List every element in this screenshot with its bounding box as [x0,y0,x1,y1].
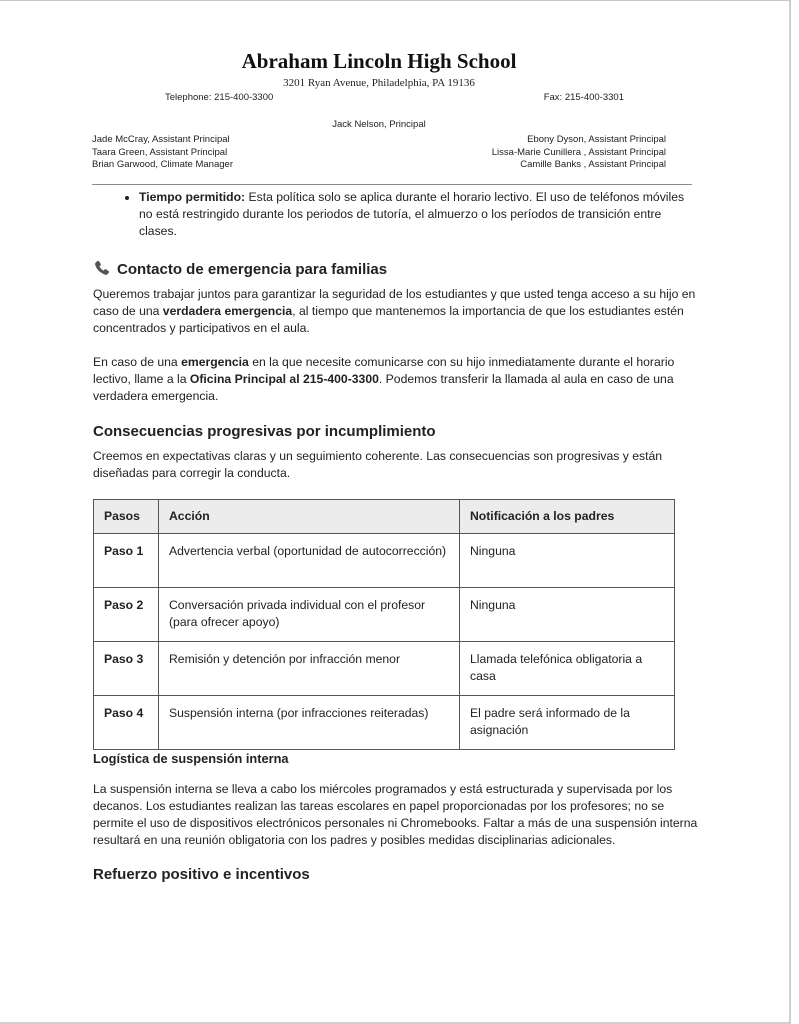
letterhead-divider [92,184,692,185]
step-cell: Paso 3 [94,642,159,696]
school-address: 3201 Ryan Avenue, Philadelphia, PA 19136 [283,77,475,89]
emergency-heading [93,260,698,280]
notification-cell: El padre será informado de la asignación [460,696,675,750]
bullet-label: Tiempo permitido: [139,190,246,204]
bold-run: emergencia [181,355,249,369]
consequences-intro: Creemos en expectativas claras y un seguimiento coherente. Las consecuencias son progresivas y están diseñadas para corregir la conducta. [93,449,663,480]
consequences-table [93,499,675,750]
school-name: Abraham Lincoln High School [241,49,517,73]
table-header-row [94,500,675,534]
text-run: . Podemos transferir la llamada al aula en caso de una verdadera emergencia. [93,372,674,403]
table-row [94,696,675,750]
suspension-paragraph: La suspensión interna se lleva a cabo los miércoles programados y está estructurada y supervisada por los decanos. Los estudiantes realizan las tareas escolares en papel proporcionadas por los profesores; no se permite el uso de dispositivos electrónicos personales ni Chromebooks. Faltar a más de una suspensión interna resultará en una reunión obligatoria con los padres y posibles medidas disciplinarias adicionales. [93,781,698,847]
table-row [94,588,675,642]
consequences-heading: Consecuencias progresivas por incumplimiento [93,423,436,440]
policy-bullets [93,189,698,240]
text-run: Queremos trabajar juntos para garantizar la seguridad de los estudiantes y que usted tenga acceso a su hijo en caso de una [93,287,696,318]
suspension-heading: Logística de suspensión interna [93,751,289,766]
step-cell: Paso 1 [94,534,159,588]
text-run: En caso de una [93,355,182,369]
table-row [94,642,675,696]
staff-member: Brian Garwood, Climate Manager [92,159,233,170]
fax: Fax: 215-400-3301 [543,92,624,103]
bullet-item [139,189,698,240]
notification-cell: Llamada telefónica obligatoria a casa [460,642,675,696]
bold-run: Oficina Principal al 215-400-3300 [189,372,379,386]
staff-right-column [492,134,666,172]
staff-left-column [92,134,233,172]
letterhead [92,47,666,172]
bullet-text: Esta política solo se aplica durante el horario lectivo. El uso de teléfonos móviles no está restringido durante los periodos de tutoría, el almuerzo o los períodos de transición entre clases. [139,190,685,238]
staff-list [92,134,666,172]
principal: Jack Nelson, Principal [332,119,426,130]
notification-cell: Ninguna [460,588,675,642]
step-cell: Paso 4 [94,696,159,750]
emergency-paragraph-1 [93,286,698,337]
telephone: Telephone: 215-400-3300 [165,92,274,103]
header-accion: Acción [159,500,460,534]
action-cell: Remisión y detención por infracción menor [159,642,460,696]
text-run: , al tiempo que mantenemos la importancia de que los estudiantes estén concentrados y participativos en el aula. [93,304,684,335]
staff-member: Lissa-Marie Cunillera , Assistant Principal [491,146,666,158]
action-cell: Suspensión interna (por infracciones reiteradas) [159,696,460,750]
header-pasos: Pasos [94,500,159,534]
phone-icon [93,260,113,276]
staff-member: Camille Banks , Assistant Principal [520,159,666,170]
header-notificacion: Notificación a los padres [460,500,675,534]
action-cell: Conversación privada individual con el profesor (para ofrecer apoyo) [159,588,460,642]
text-run: en la que necesite comunicarse con su hijo inmediatamente durante el horario lectivo, llame a la [93,355,675,386]
staff-member: Ebony Dyson, Assistant Principal [527,134,666,145]
notification-cell: Ninguna [460,534,675,588]
staff-member: Jade McCray, Assistant Principal [92,134,230,145]
emergency-title: Contacto de emergencia para familias [117,261,388,278]
step-cell: Paso 2 [94,588,159,642]
bold-run: verdadera emergencia [162,304,293,318]
emergency-paragraph-2 [93,354,698,405]
staff-member: Taara Green, Assistant Principal [92,146,228,158]
contact-row [92,91,666,104]
incentives-heading: Refuerzo positivo e incentivos [93,865,310,883]
document-body [93,189,698,885]
action-cell: Advertencia verbal (oportunidad de autocorrección) [159,534,460,588]
table-row [94,534,675,588]
